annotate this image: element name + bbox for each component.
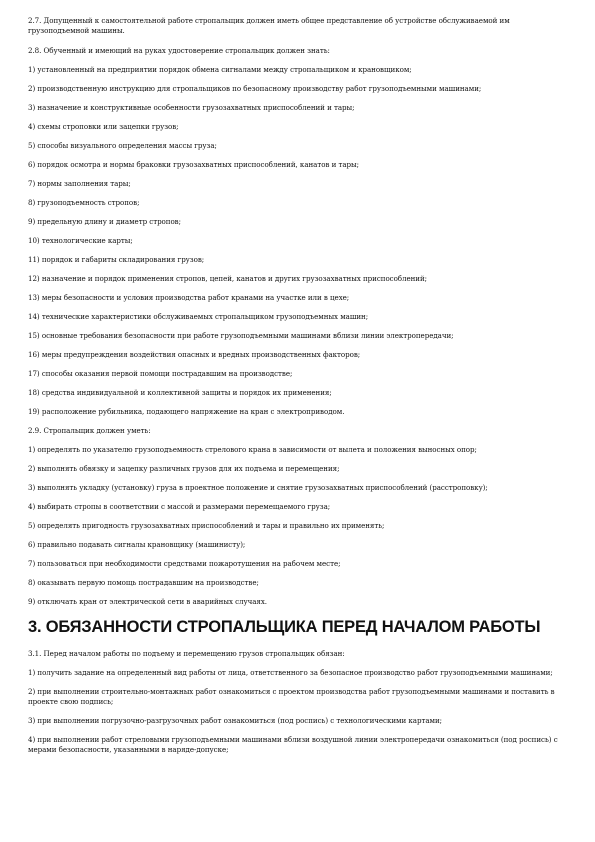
list-item: 7) нормы заполнения тары; [28,179,131,188]
paragraph-2-8-intro: 2.8. Обученный и имеющий на руках удостоверение стропальщик должен знать: [28,46,330,55]
list-item: 14) технические характеристики обслуживаемых стропальщиком грузоподъемных машин; [28,312,369,321]
list-item: 13) меры безопасности и условия производства работ кранами на участке или в цехе; [28,293,350,302]
paragraph-3-1-intro: 3.1. Перед началом работы по подъему и перемещению грузов стропальщик обязан: [28,649,345,658]
list-item: 8) оказывать первую помощь пострадавшим на производстве; [28,578,259,587]
list-item: 17) способы оказания первой помощи пострадавшим на производстве; [28,369,293,378]
paragraph-2-9-intro: 2.9. Стропальщик должен уметь: [28,426,151,435]
list-item: 19) расположение рубильника, подающего напряжение на кран с электроприводом. [28,407,345,416]
list-item: 6) правильно подавать сигналы крановщику (машинисту); [28,540,246,549]
list-item: 7) пользоваться при необходимости средствами пожаротушения на рабочем месте; [28,559,341,568]
list-item: 1) установленный на предприятии порядок обмена сигналами между стропальщиком и крановщиком; [28,65,412,74]
list-item: 1) получить задание на определенный вид работы от лица, ответственного за безопасное производство работ грузоподъемными машинами; [28,668,553,677]
section-3-heading: 3. ОБЯЗАННОСТИ СТРОПАЛЬЩИКА ПЕРЕД НАЧАЛОМ РАБОТЫ [28,618,541,636]
list-item: 11) порядок и габариты складирования грузов; [28,255,205,264]
list-item: 6) порядок осмотра и нормы браковки грузозахватных приспособлений, канатов и тары; [28,160,359,169]
list-3-1 [28,668,563,755]
list-item: 2) при выполнении строительно-монтажных работ ознакомиться с проектом производства работ грузоподъемными машинами и поставить в проекте свою подпись; [28,687,555,706]
list-item: 4) схемы строповки или зацепки грузов; [28,122,179,131]
list-item: 12) назначение и порядок применения стропов, цепей, канатов и других грузозахватных приспособлений; [28,274,428,283]
list-item: 15) основные требования безопасности при работе грузоподъемными машинами вблизи линии электропередачи; [28,331,454,340]
list-item: 4) выбирать стропы в соответствии с массой и размерами перемещаемого груза; [28,502,331,511]
list-item: 4) при выполнении работ стреловыми грузоподъемными машинами вблизи воздушной линии электропередачи ознакомиться (под роспись) с мерами безопасности, указанными в наряде-допуске; [28,735,558,754]
list-item: 5) способы визуального определения массы груза; [28,141,217,150]
list-item: 3) при выполнении погрузочно-разгрузочных работ ознакомиться (под роспись) с технологическими картами; [28,716,442,725]
list-item: 2) выполнять обвязку и зацепку различных грузов для их подъема и перемещения; [28,464,340,473]
list-item: 2) производственную инструкцию для стропальщиков по безопасному производству работ грузоподъемными машинами; [28,84,482,93]
list-item: 3) выполнять укладку (установку) груза в проектное положение и снятие грузозахватных приспособлений (расстроповку); [28,483,488,492]
list-item: 5) определять пригодность грузозахватных приспособлений и тары и правильно их применять; [28,521,385,530]
list-item: 8) грузоподъемность стропов; [28,198,140,207]
list-item: 3) назначение и конструктивные особенности грузозахватных приспособлений и тары; [28,103,355,112]
list-item: 1) определять по указателю грузоподъемность стрелового крана в зависимости от вылета и положения выносных опор; [28,445,477,454]
list-item: 10) технологические карты; [28,236,133,245]
list-2-9 [28,445,563,607]
list-2-8 [28,65,563,417]
list-item: 16) меры предупреждения воздействия опасных и вредных производственных факторов; [28,350,361,359]
paragraph-2-7: 2.7. Допущенный к самостоятельной работе стропальщик должен иметь общее представление об устройстве обслуживаемой им грузоподъемной машины. [28,16,510,35]
list-item: 18) средства индивидуальной и коллективной защиты и порядок их применения; [28,388,332,397]
list-item: 9) отключать кран от электрической сети в аварийных случаях. [28,597,268,606]
list-item: 9) предельную длину и диаметр стропов; [28,217,181,226]
